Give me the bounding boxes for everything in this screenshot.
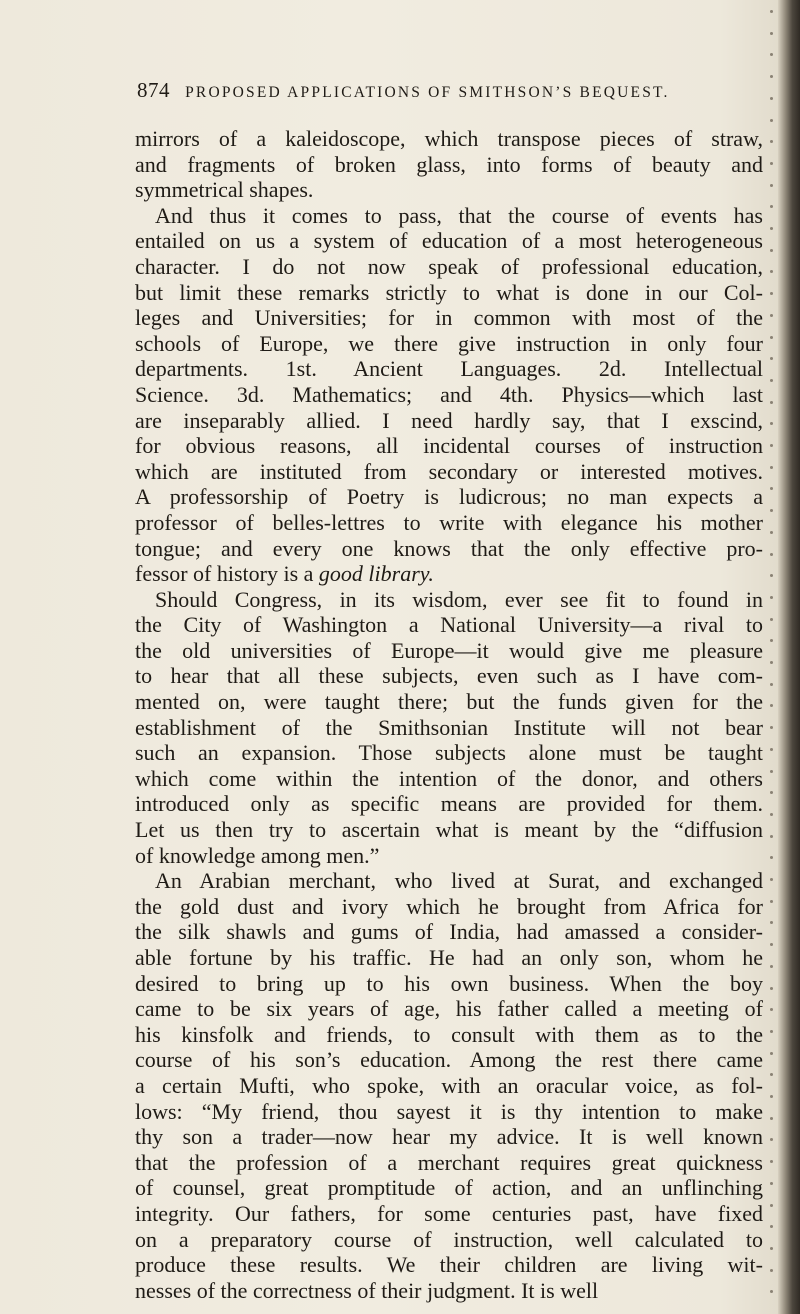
binding-dot [770,292,773,295]
text-line-content: of knowledge among men.” [135,842,380,868]
text-line-content: And thus it comes to pass, that the course of events has [155,202,763,228]
binding-shadow-dots [770,0,774,1314]
text-line [135,587,763,613]
text-line-content: departments. 1st. Ancient Languages. 2d. Intellectual [135,356,763,382]
binding-dot [770,1138,773,1141]
text-line [135,126,763,152]
text-line [135,1175,763,1201]
text-line [135,561,763,587]
text-line-content: came to be six years of age, his father called a meeting of [135,996,763,1022]
binding-dot [770,422,773,425]
binding-dot [770,227,773,230]
binding-dot [770,661,773,664]
text-line [135,152,763,178]
text-line-content: mirrors of a kaleidoscope, which transpose pieces of straw, [135,126,763,151]
running-head: PROPOSED APPLICATIONS OF SMITHSON’S BEQUEST. [185,84,670,101]
text-line [135,1073,763,1099]
text-line [135,843,763,869]
binding-dot [770,770,773,773]
binding-dot [770,943,773,946]
text-line-content: which are instituted from secondary or interested motives. [135,458,763,484]
binding-dot [770,531,773,534]
text-line [135,715,763,741]
text-line-content: thy son a trader—now hear my advice. It is well known [135,1124,763,1150]
text-line-content: An Arabian merchant, who lived at Surat, and exchanged [155,868,763,894]
binding-dot [770,965,773,968]
text-line [135,1252,763,1278]
text-line [135,1227,763,1253]
text-line-content: mented on, were taught there; but the funds given for the [135,689,763,715]
text-line [135,919,763,945]
text-line-content: entailed on us a system of education of a most heterogeneous [135,228,763,254]
binding-dot [770,1204,773,1207]
text-line-content: of counsel, great promptitude of action, and an unflinching [135,1175,763,1201]
binding-dot [770,1247,773,1250]
text-line [135,1124,763,1150]
text-line [135,740,763,766]
text-line [135,791,763,817]
binding-dot [770,140,773,143]
binding-dot [770,856,773,859]
binding-dot [770,1030,773,1033]
text-line-content: desired to bring up to his own business. When the boy [135,970,763,996]
text-line-content: to hear that all these subjects, even such as I have com- [135,663,763,689]
text-line [135,459,763,485]
text-line [135,766,763,792]
text-line [135,280,763,306]
text-line [135,203,763,229]
body-text [135,126,763,1303]
text-line [135,1047,763,1073]
text-line-content: the silk shawls and gums of India, had amassed a consider- [135,919,763,945]
binding-dot [770,1160,773,1163]
text-line-content: leges and Universities; for in common with most of the [135,305,763,331]
binding-dot [770,726,773,729]
text-line-content: introduced only as specific means are provided for them. [135,791,763,817]
text-line [135,177,763,203]
text-line-content: but limit these remarks strictly to what is done in our Col- [135,279,763,305]
text-line [135,254,763,280]
text-line-content: symmetrical shapes. [135,177,314,203]
binding-dot [770,1073,773,1076]
text-line-content: able fortune by his traffic. He had an only son, whom he [135,945,763,970]
binding-dot [770,1117,773,1120]
text-line [135,433,763,459]
text-line [135,510,763,536]
text-line-content: produce these results. We their children are living wit- [135,1252,763,1278]
binding-dot [770,791,773,794]
text-line [135,228,763,254]
page-number: 874 [137,78,170,102]
binding-dot [770,487,773,490]
binding-dot [770,119,773,122]
text-line [135,305,763,331]
text-line-content: the City of Washington a National University—a rival to [135,612,763,638]
binding-dot [770,1008,773,1011]
text-line [135,408,763,434]
binding-dot [770,314,773,317]
binding-dot [770,878,773,881]
binding-dot [770,270,773,273]
text-line-content: Should Congress, in its wisdom, ever see fit to found in [155,586,763,612]
binding-dot [770,75,773,78]
text-line-content: a certain Mufti, who spoke, with an oracular voice, as fol- [135,1072,763,1098]
binding-dot [770,1182,773,1185]
text-line [135,689,763,715]
binding-dot [770,574,773,577]
text-line [135,536,763,562]
text-line [135,1099,763,1125]
text-line [135,382,763,408]
binding-dot [770,596,773,599]
text-line [135,638,763,664]
text-line-content: establishment of the Smithsonian Institute will not bear [135,714,763,740]
text-line-content: character. I do not now speak of professional education, [135,253,763,279]
text-line [135,868,763,894]
binding-dot [770,336,773,339]
text-line [135,356,763,382]
text-line [135,663,763,689]
binding-gutter [778,0,800,1314]
binding-dot [770,553,773,556]
binding-dot [770,683,773,686]
text-line [135,1150,763,1176]
text-line-content: Let us then try to ascertain what is meant by the “diffusion [135,817,763,843]
text-line-content: for obvious reasons, all incidental courses of instruction [135,433,763,459]
text-line-content: on a preparatory course of instruction, well calculated to [135,1226,763,1252]
text-line-content: schools of Europe, we there give instruction in only four [135,330,763,356]
text-line-content: fessor of history is a [135,561,314,587]
text-line-content: are inseparably allied. I need hardly say, that I exscind, [135,407,763,433]
text-line-content: and fragments of broken glass, into forms of beauty and [135,151,763,177]
binding-dot [770,900,773,903]
binding-dot [770,748,773,751]
text-line [135,1201,763,1227]
binding-dot [770,466,773,469]
binding-dot [770,1052,773,1055]
binding-dot [770,97,773,100]
text-line [135,945,763,971]
text-line-content: Science. 3d. Mathematics; and 4th. Physics—which last [135,381,763,407]
text-line-content: A professorship of Poetry is ludicrous; no man expects a [135,484,763,510]
text-line [135,484,763,510]
binding-dot [770,10,773,13]
text-line [135,1278,763,1304]
text-line-content: such an expansion. Those subjects alone must be taught [135,740,763,766]
text-line [135,331,763,357]
binding-dot [770,401,773,404]
binding-dot [770,704,773,707]
binding-dot [770,987,773,990]
text-line [135,817,763,843]
binding-dot [770,162,773,165]
binding-dot [770,184,773,187]
binding-dot [770,1290,773,1293]
binding-dot [770,639,773,642]
binding-dot [770,921,773,924]
binding-dot [770,1225,773,1228]
binding-dot [770,835,773,838]
binding-dot [770,618,773,621]
binding-dot [770,32,773,35]
binding-dot [770,509,773,512]
text-line [135,1022,763,1048]
text-line-content: tongue; and every one knows that the only effective pro- [135,535,763,561]
text-line-content: course of his son’s education. Among the rest there came [135,1047,763,1073]
text-line-content: that the profession of a merchant requires great quickness [135,1149,763,1175]
text-line [135,996,763,1022]
text-line-content: the gold dust and ivory which he brought from Africa for [135,893,763,919]
binding-dot [770,357,773,360]
text-line-content: his kinsfolk and friends, to consult with them as to the [135,1021,763,1047]
text-line-content: integrity. Our fathers, for some centuries past, have fixed [135,1200,763,1226]
italic-phrase: good library. [318,561,434,587]
binding-dot [770,1095,773,1098]
binding-dot [770,205,773,208]
text-line-content: which come within the intention of the donor, and others [135,765,763,791]
text-line [135,971,763,997]
binding-dot [770,813,773,816]
text-line [135,612,763,638]
page-header [137,78,777,106]
text-line-content: nesses of the correctness of their judgment. It is well [135,1277,599,1303]
binding-dot [770,249,773,252]
binding-dot [770,53,773,56]
binding-dot [770,444,773,447]
text-line-content: lows: “My friend, thou sayest it is thy intention to make [135,1098,763,1124]
text-line [135,894,763,920]
text-line-content: the old universities of Europe—it would give me pleasure [135,637,763,663]
binding-dot [770,379,773,382]
binding-dot [770,1269,773,1272]
text-line-content: professor of belles-lettres to write with elegance his mother [135,509,763,535]
